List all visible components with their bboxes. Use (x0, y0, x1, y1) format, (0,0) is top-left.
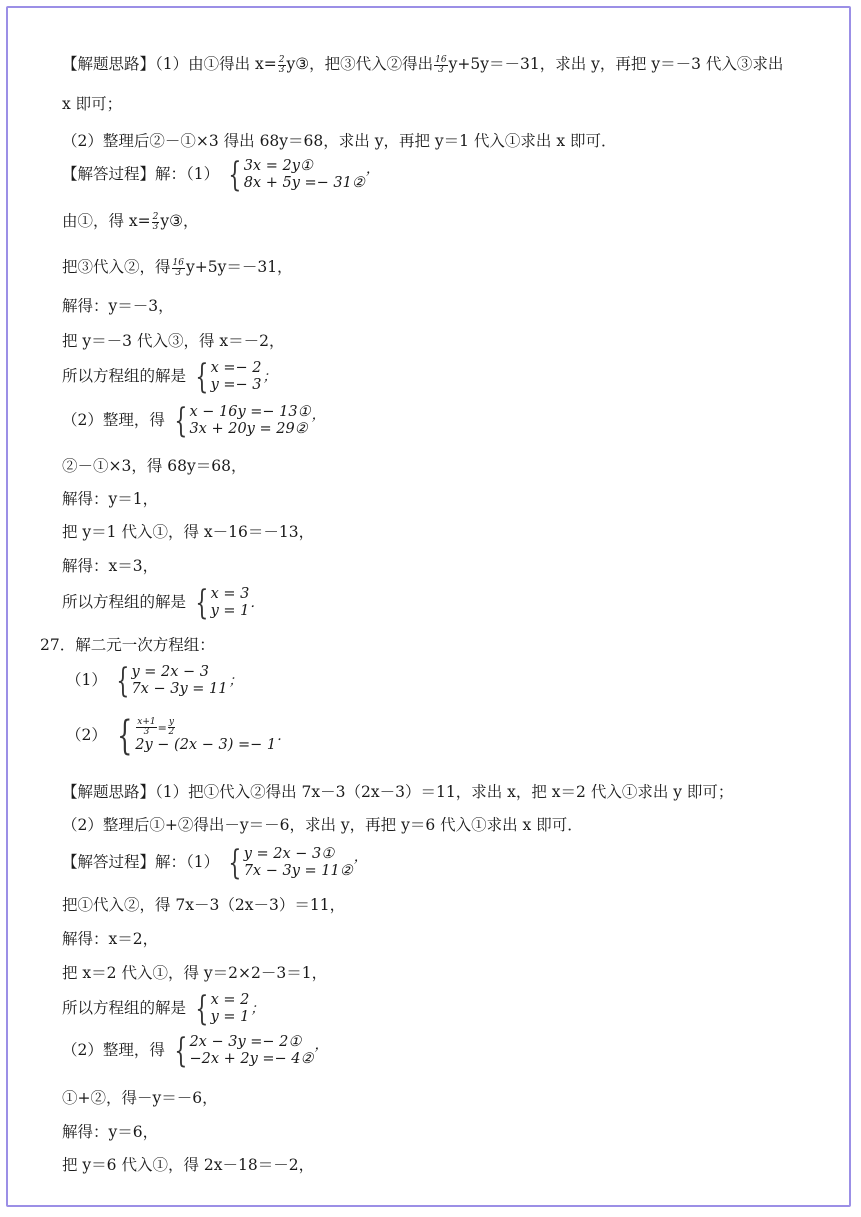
text-line: ①+②，得－y＝－6， (62, 1089, 218, 1107)
text-line: 解得：y＝1， (62, 490, 159, 508)
text-line: （2）整理，得 { x − 16y =− 13① 3x + 20y = 29② ， (62, 401, 326, 441)
text-line: （2）整理后②－①×3 得出 68y＝68，求出 y，再把 y＝1 代入①求出 x 即可． (62, 132, 617, 150)
text-line: 解得：y＝－3， (62, 297, 174, 315)
fraction: $\frac{x+1}{3}$ (137, 717, 156, 737)
solution-process-line: 【解答过程】解：（1） { 3x = 2y① 8x + 5y =− 31② ， (62, 155, 380, 195)
solution-process-line: 【解答过程】解：（1） { y = 2x − 3① 7x − 3y = 11② ， (62, 843, 368, 883)
equation-system: { 2x − 3y =− 2① −2x + 2y =− 4② ， (174, 1031, 329, 1071)
text-line: 所以方程组的解是 { x = 2 y = 1 ； (62, 989, 265, 1029)
text-line: 由①，得 x= $\frac{2}{3}$ y③， (62, 211, 199, 232)
fraction: $\frac{y}{2}$ (168, 717, 175, 737)
equation-system: { $\frac{x+1}{3}$ = $\frac{y}{2}$ 2y − (2x − 3) =− 1 ． (116, 713, 292, 759)
text-line: 解得：y＝6， (62, 1123, 159, 1141)
question-part-2: （2） { $\frac{x+1}{3}$ = $\frac{y}{2}$ 2y − (2x − 3) =− 1 ． (66, 713, 292, 759)
fraction: $\frac{2}{3}$ (152, 211, 159, 232)
fraction: $\frac{2}{3}$ (278, 54, 285, 75)
solution-idea-line: 【解题思路】（1）把①代入②得出 7x－3（2x－3）＝11，求出 x，把 x＝2 代入①求出 y 即可； (62, 783, 734, 801)
text-line: （2）整理后①+②得出－y＝－6，求出 y，再把 y＝6 代入①求出 x 即可． (62, 816, 583, 834)
text-line: （2）整理，得 { 2x − 3y =− 2① −2x + 2y =− 4② ， (62, 1031, 329, 1071)
text-line: 解得：x＝3， (62, 557, 159, 575)
equation-system: { x =− 2 y =− 3 ； (195, 357, 277, 397)
question-part-1: （1） { y = 2x − 3 7x − 3y = 11 ； (66, 661, 243, 701)
equation-system: { x = 3 y = 1 ． (195, 583, 265, 623)
text-line: 解得：x＝2， (62, 930, 159, 948)
text-line: 所以方程组的解是 { x = 3 y = 1 ． (62, 583, 265, 623)
text-line: 把 y＝1 代入①，得 x－16＝－13， (62, 523, 315, 541)
text-line: x 即可； (62, 95, 123, 113)
text-line: ②－①×3，得 68y＝68， (62, 457, 247, 475)
equation-system: { x = 2 y = 1 ； (195, 989, 265, 1029)
equation-system: { 3x = 2y① 8x + 5y =− 31② ， (228, 155, 380, 195)
fraction: $\frac{16}{3}$ (172, 257, 184, 278)
text-line: 把 y＝－3 代入③，得 x＝－2， (62, 332, 285, 350)
equation-system: { y = 2x − 3① 7x − 3y = 11② ， (228, 843, 368, 883)
text-line: 把 y＝6 代入①，得 2x－18＝－2， (62, 1156, 315, 1174)
equation-system: { y = 2x − 3 7x − 3y = 11 ； (116, 661, 243, 701)
text-line: 所以方程组的解是 { x =− 2 y =− 3 ； (62, 357, 277, 397)
text-line: 把①代入②，得 7x－3（2x－3）＝11， (62, 896, 346, 914)
text-line: 把③代入②，得 $\frac{16}{3}$ y+5y＝－31， (62, 257, 293, 278)
text-line: 把 x＝2 代入①，得 y＝2×2－3＝1， (62, 964, 328, 982)
question-27-title: 27．解二元一次方程组： (40, 636, 215, 654)
equation-system: { x − 16y =− 13① 3x + 20y = 29② ， (174, 401, 326, 441)
solution-idea-line: 【解题思路】（1）由①得出 x= $\frac{2}{3}$ y③，把③代入②得出 $\frac{16}{3}$ y+5y＝－31，求出 y，再把 y＝－3 代入③求出 (62, 54, 784, 75)
fraction: $\frac{16}{3}$ (435, 54, 447, 75)
